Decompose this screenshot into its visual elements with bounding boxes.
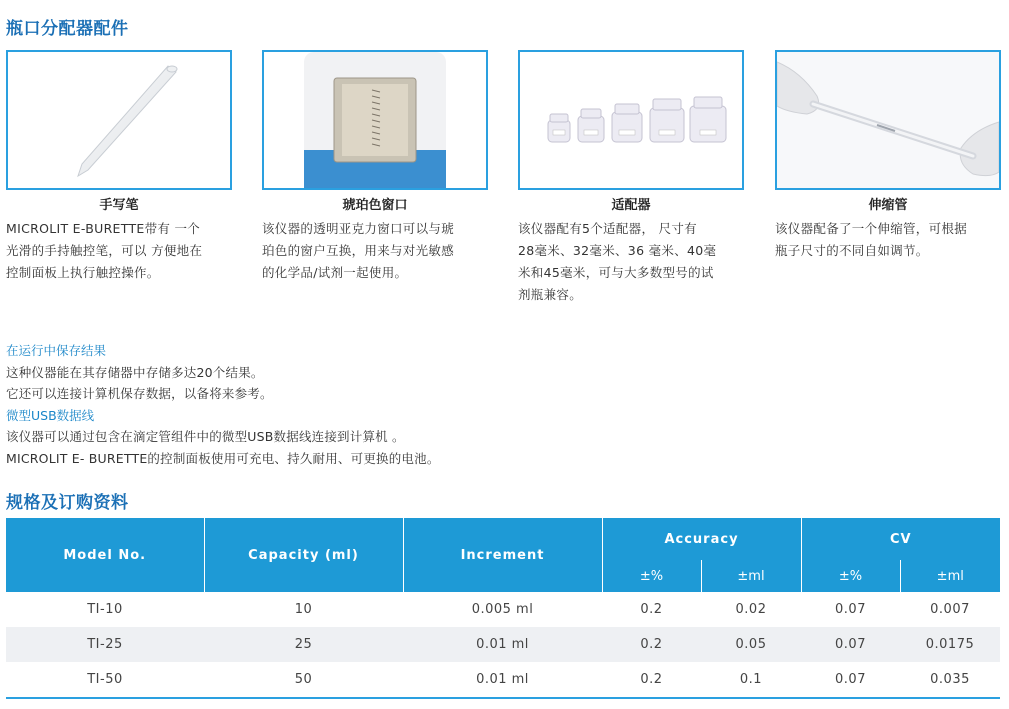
header-model: Model No.: [6, 518, 204, 592]
feature-notes: [6, 340, 440, 469]
cell-accuracy-pct: 0.2: [640, 602, 663, 617]
header-cv-pct: ±%: [801, 560, 900, 592]
cell-increment: 0.005 ml: [471, 602, 534, 617]
spec-table: [6, 518, 1000, 699]
adapters-image: [518, 50, 744, 190]
cell-model: TI-50: [6, 662, 204, 698]
cell-increment: 0.01 ml: [403, 662, 602, 698]
accessory-description: 该仪器的透明亚克力窗口可以与琥 珀色的窗户互换，用来与对光敏感 的化学品/试剂一起使用。: [262, 221, 455, 280]
table-row: [6, 627, 1000, 662]
cell-accuracy-pct: 0.2: [602, 662, 701, 698]
cell-accuracy-ml: 0.02: [735, 602, 767, 617]
accessory-card-telescopic-tube: [775, 50, 1001, 262]
cell-model: TI-25: [6, 627, 204, 662]
accessory-description: 该仪器配有5个适配器， 尺寸有 28毫米、32毫米、36 毫米、40毫 米和45毫米，可与大多数型号的试 剂瓶兼容。: [518, 221, 717, 302]
header-capacity: Capacity (ml): [204, 518, 403, 592]
cell-model: TI-10: [87, 602, 123, 617]
note-line: 这种仪器能在其存储器中存储多达20个结果。: [6, 364, 264, 380]
accessory-label: 手写笔: [99, 198, 139, 213]
cell-cv-ml: 0.007: [930, 602, 970, 617]
accessory-description: 该仪器配备了一个伸缩管，可根据 瓶子尺寸的不同自如调节。: [775, 221, 968, 258]
table-row: [6, 662, 1000, 698]
telescopic-tube-image: [775, 50, 1001, 190]
accessory-description: MICROLIT E-BURETTE带有 一个 光滑的手持触控笔，可以 方便地在 控制面板上执行触控操作。: [6, 221, 203, 280]
cell-capacity: 25: [204, 627, 403, 662]
note-line: 它还可以连接计算机保存数据，以备将来参考。: [6, 386, 273, 401]
amber-window-image: [262, 50, 488, 190]
stylus-image: [6, 50, 232, 190]
header-accuracy-ml: ±ml: [701, 560, 801, 592]
note-line: 该仪器可以通过包含在滴定管组件中的微型USB数据线连接到计算机 。: [6, 429, 405, 444]
cell-cv-pct: 0.07: [801, 662, 900, 698]
cell-capacity: 10: [294, 602, 313, 617]
note-line: MICROLIT E- BURETTE的控制面板使用可充电、持久耐用、可更换的电池。: [6, 450, 440, 466]
accessory-label: 琥珀色窗口: [342, 198, 408, 213]
table-row: [6, 592, 1000, 627]
note-heading: 在运行中保存结果: [6, 343, 107, 358]
cell-accuracy-pct: 0.2: [602, 627, 701, 662]
header-accuracy-pct: ±%: [602, 560, 701, 592]
accessory-label: 伸缩管: [868, 198, 908, 213]
header-increment: Increment: [403, 518, 602, 592]
cell-capacity: 50: [204, 662, 403, 698]
accessory-card-adapters: [518, 50, 744, 306]
accessories-title: 瓶口分配器配件: [6, 19, 129, 39]
header-cv-ml: ±ml: [900, 560, 1000, 592]
cell-cv-ml: 0.0175: [900, 627, 1000, 662]
cell-increment: 0.01 ml: [403, 627, 602, 662]
note-heading: 微型USB数据线: [6, 407, 95, 423]
cell-accuracy-ml: 0.1: [701, 662, 801, 698]
accessory-card-stylus: [6, 50, 232, 284]
cell-accuracy-ml: 0.05: [701, 627, 801, 662]
cell-cv-pct: 0.07: [835, 602, 866, 617]
header-accuracy: Accuracy: [602, 518, 801, 560]
cell-cv-pct: 0.07: [801, 627, 900, 662]
spec-title: 规格及订购资料: [6, 493, 129, 513]
accessory-card-amber-window: [262, 50, 488, 284]
header-cv: CV: [801, 518, 1000, 560]
accessory-label: 适配器: [611, 198, 651, 213]
cell-cv-ml: 0.035: [900, 662, 1000, 698]
